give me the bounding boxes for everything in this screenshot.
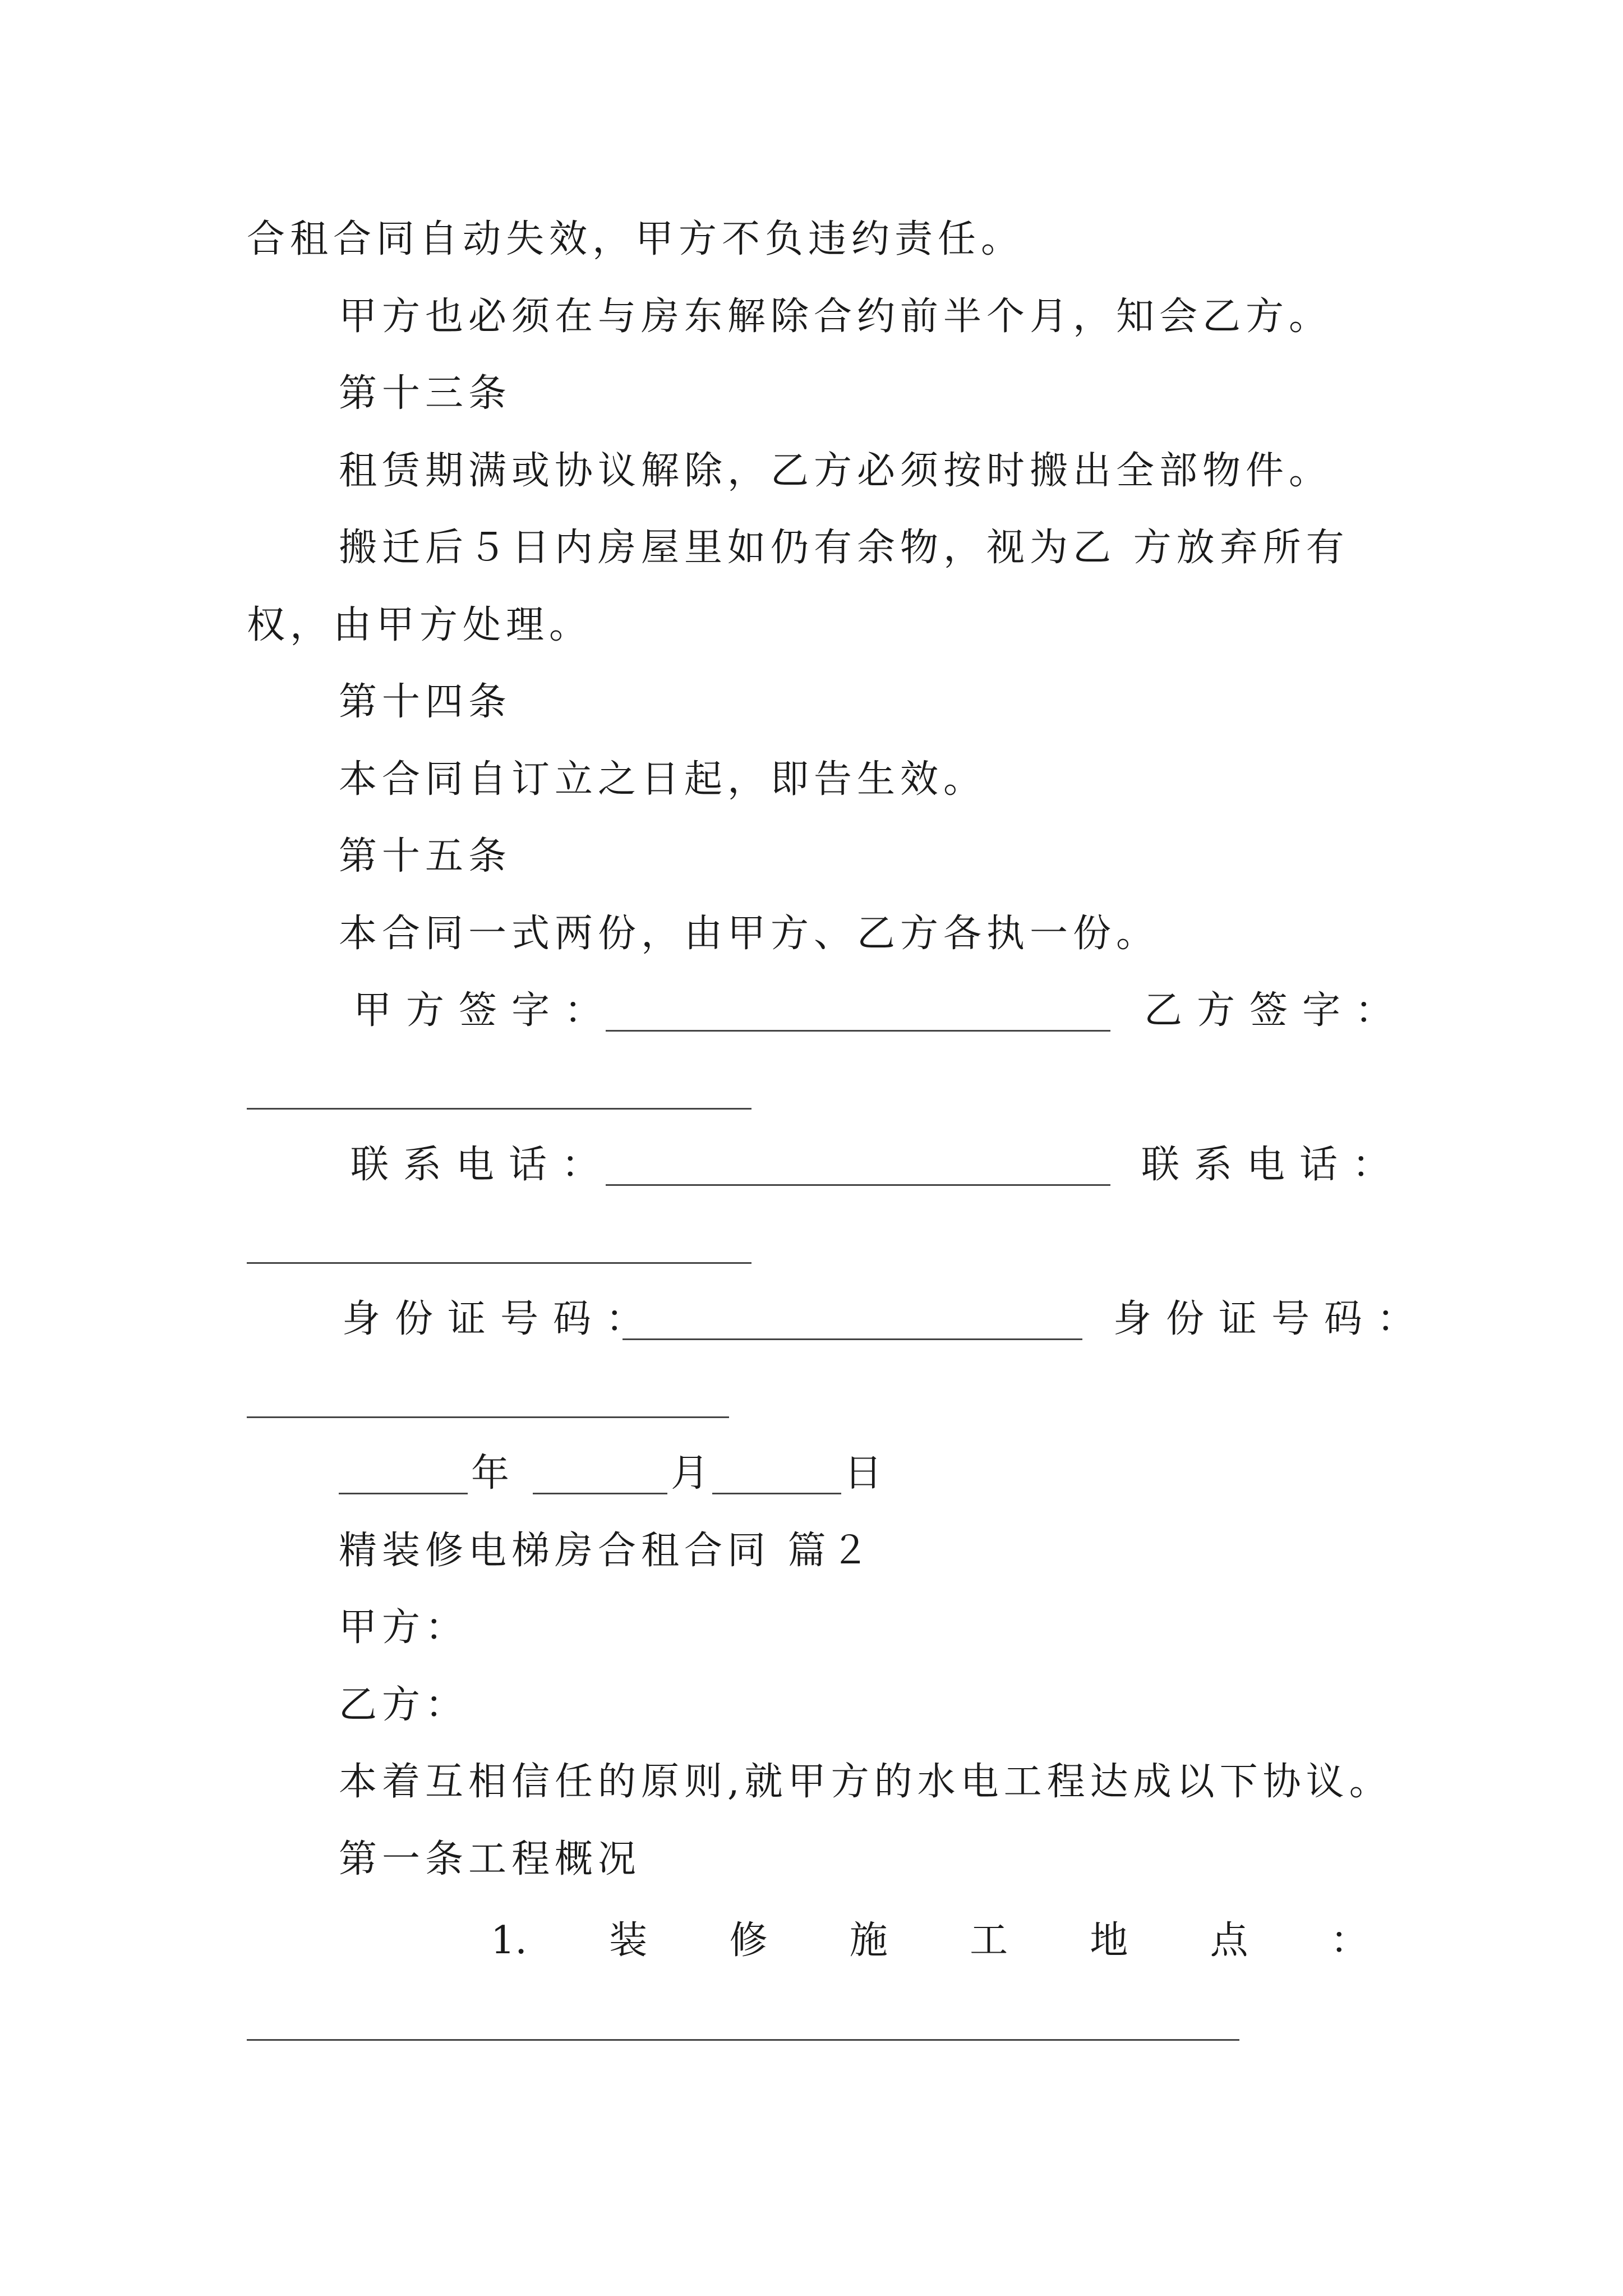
label-char: 工 — [970, 1918, 1008, 1963]
label-colon: ： — [1330, 1918, 1368, 1963]
construction-site-label — [491, 1918, 1368, 1963]
item-number: 1. — [491, 1918, 527, 1963]
month-blank — [533, 1493, 667, 1494]
month-label: 月 — [671, 1451, 714, 1496]
party-b-line: 乙方： — [339, 1683, 469, 1727]
label-char: 地 — [1090, 1918, 1128, 1963]
party-a-id-label: 身份证号码： — [342, 1297, 659, 1341]
party-a-line: 甲方： — [339, 1605, 469, 1650]
article-heading: 第十四条 — [339, 680, 512, 724]
paragraph-line: 本合同一式两份，由甲方、乙方各执一份。 — [339, 912, 1160, 956]
day-blank — [712, 1493, 841, 1494]
year-blank — [339, 1493, 468, 1494]
party-b-id-label: 身份证号码： — [1113, 1297, 1430, 1341]
paragraph-line: 甲方也必须在与房东解除合约前半个月，知会乙方。 — [339, 295, 1332, 339]
article-heading: 第十三条 — [339, 371, 512, 416]
paragraph-line: 本合同自订立之日起，即告生效。 — [339, 757, 987, 802]
article-heading: 第一条工程概况 — [339, 1837, 642, 1881]
contract-title: 精装修电梯房合租合同 篇２ — [339, 1529, 874, 1573]
party-a-signature-blank — [606, 1030, 1110, 1032]
party-a-signature-label: 甲方签字： — [353, 988, 617, 1033]
paragraph-line: 合租合同自动失效，甲方不负违约责任。 — [247, 217, 1025, 261]
year-label: 年 — [471, 1451, 515, 1496]
intro-paragraph: 本着互相信任的原则,就甲方的水电工程达成以下协议。 — [339, 1760, 1393, 1804]
party-b-phone-label: 联系电话： — [1141, 1143, 1405, 1187]
party-a-phone-label: 联系电话： — [351, 1143, 615, 1187]
article-heading: 第十五条 — [339, 834, 512, 878]
label-char: 施 — [849, 1918, 888, 1963]
paragraph-line: 搬迁后５日内房屋里如仍有余物，视为乙 方放弃所有 — [339, 526, 1349, 570]
label-char: 点 — [1210, 1918, 1248, 1963]
party-b-signature-blank — [247, 1108, 751, 1110]
label-char: 装 — [609, 1918, 648, 1963]
party-b-id-blank — [247, 1416, 729, 1418]
day-label: 日 — [844, 1451, 888, 1496]
paragraph-line: 租赁期满或协议解除，乙方必须按时搬出全部物件。 — [339, 449, 1332, 493]
party-b-signature-label: 乙方签字： — [1144, 988, 1408, 1033]
party-b-phone-blank — [247, 1262, 751, 1264]
construction-site-blank — [247, 2039, 1239, 2041]
label-char: 修 — [729, 1918, 768, 1963]
paragraph-line: 权，由甲方处理。 — [247, 603, 593, 647]
party-a-phone-blank — [606, 1184, 1110, 1186]
party-a-id-blank — [623, 1338, 1082, 1340]
